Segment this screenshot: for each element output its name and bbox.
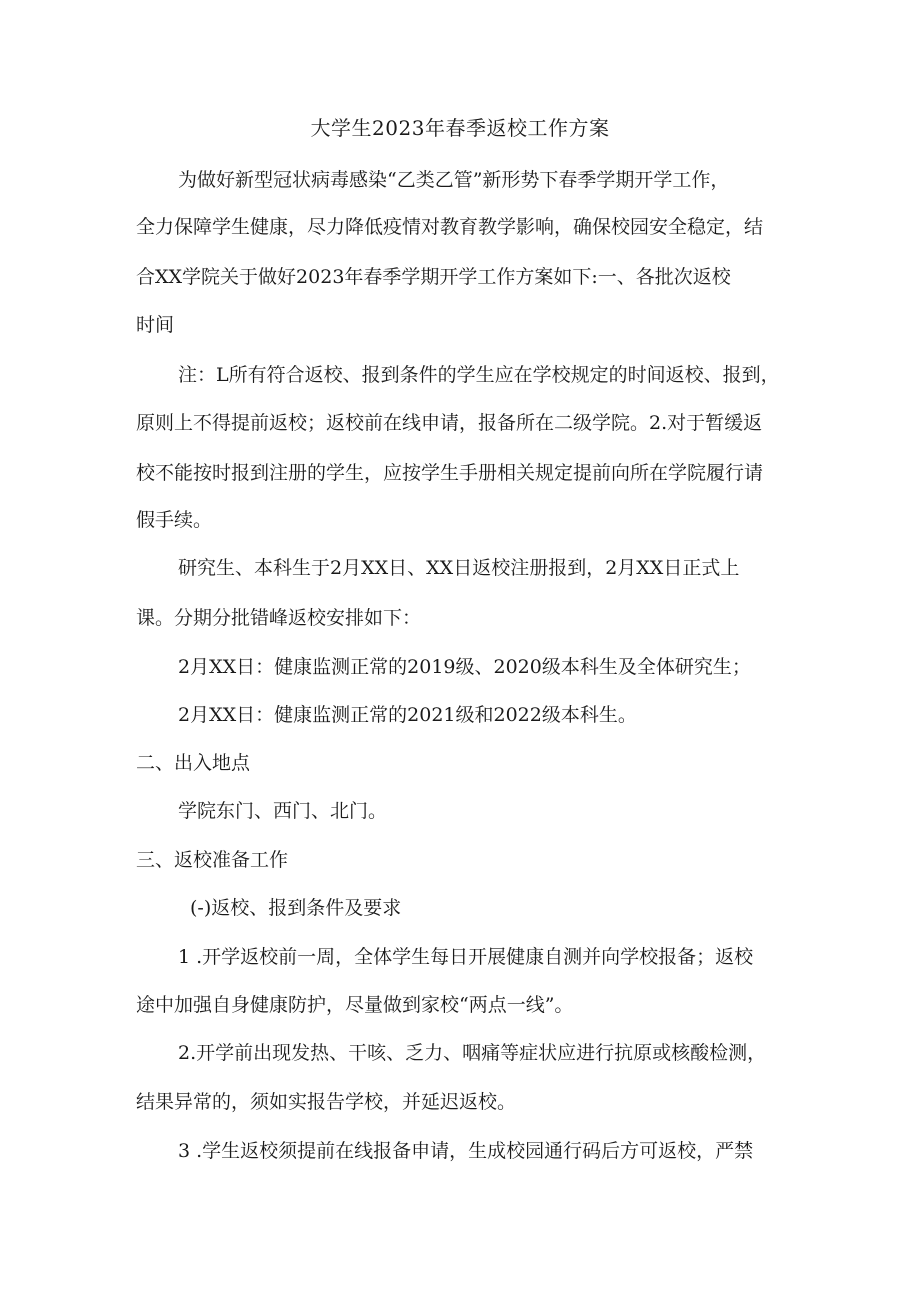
paragraph-line: 合XX学院关于做好2023年春季学期开学工作方案如下:一、各批次返校 — [136, 266, 731, 288]
paragraph-line: 课。分期分批错峰返校安排如下： — [136, 607, 422, 629]
paragraph-line: 原则上不得提前返校；返校前在线申请，报备所在二级学院。2.对于暂缓返 — [136, 412, 763, 434]
paragraph-line: 研究生、本科生于2月XX日、XX日返校注册报到，2月XX日正式上 — [178, 557, 740, 579]
paragraph-line: 1 .开学返校前一周，全体学生每日开展健康自测并向学校报备；返校 — [178, 946, 754, 968]
paragraph-line: 3 .学生返校须提前在线报备申请，生成校园通行码后方可返校，严禁 — [178, 1140, 754, 1162]
paragraph-line: 学院东门、西门、北门。 — [178, 800, 388, 822]
paragraph-line: 结果异常的，须如实报告学校，并延迟返校。 — [136, 1091, 517, 1113]
paragraph-line: 注：L所有符合返校、报到条件的学生应在学校规定的时间返校、报到， — [178, 364, 780, 386]
schedule-line: 2月XX日：健康监测正常的2019级、2020级本科生及全体研究生； — [178, 656, 751, 678]
paragraph-line: 2.开学前出现发热、干咳、乏力、咽痛等症状应进行抗原或核酸检测， — [178, 1042, 767, 1064]
document-title: 大学生2023年春季返校工作方案 — [310, 116, 610, 140]
subsection-heading: (-)返校、报到条件及要求 — [190, 897, 402, 919]
paragraph-line: 全力保障学生健康，尽力降低疫情对教育教学影响，确保校园安全稳定，结 — [136, 216, 764, 238]
paragraph-line: 假手续。 — [136, 509, 213, 531]
paragraph-line: 校不能按时报到注册的学生，应按学生手册相关规定提前向所在学院履行请 — [136, 462, 764, 484]
schedule-line: 2月XX日：健康监测正常的2021级和2022级本科生。 — [178, 704, 637, 726]
paragraph-line: 为做好新型冠状病毒感染“乙类乙管”新形势下春季学期开学工作， — [178, 169, 730, 191]
paragraph-line: 途中加强自身健康防护，尽量做到家校“两点一线”。 — [136, 994, 574, 1016]
paragraph-line: 时间 — [136, 314, 175, 336]
section-heading: 三、返校准备工作 — [136, 849, 289, 871]
section-heading: 二、出入地点 — [136, 752, 251, 774]
